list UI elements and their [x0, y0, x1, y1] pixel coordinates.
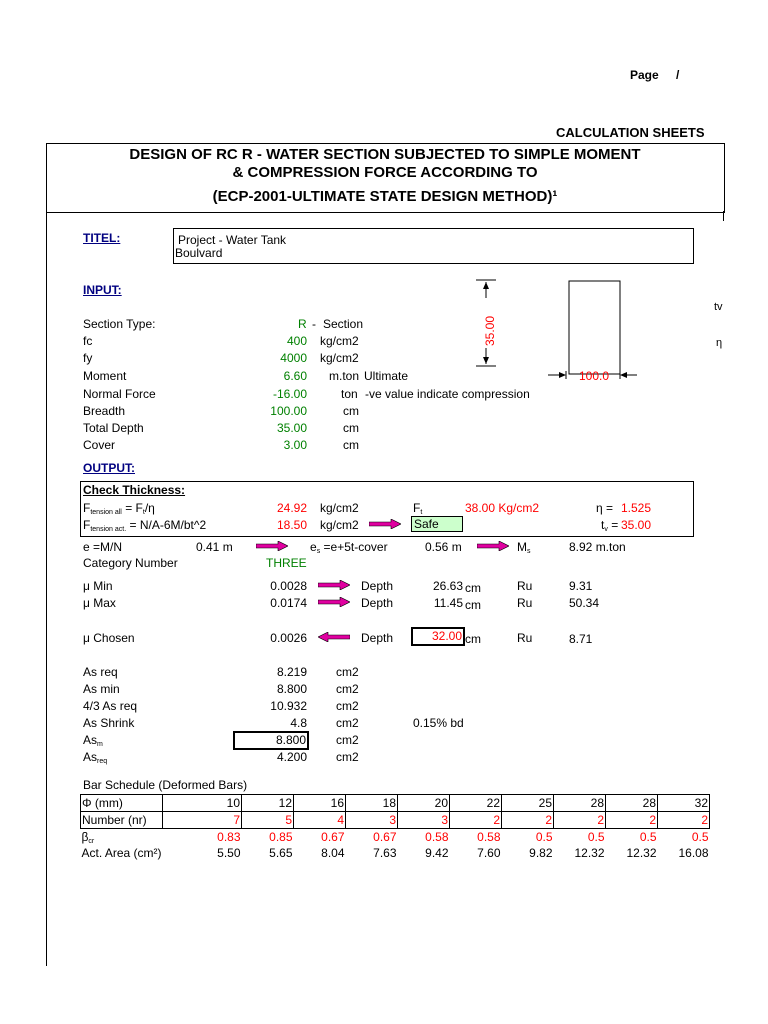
ms-value: 8.92 m.ton	[569, 540, 626, 554]
as-m-symbol: As	[83, 733, 98, 747]
phi-cell: 32	[658, 795, 710, 812]
e-label: e =M/N	[83, 540, 123, 554]
as-43-label: 4/3 As req	[83, 699, 138, 713]
f-tension-all-formula	[83, 501, 155, 516]
moment-unit: m.ton	[329, 369, 360, 383]
f-tension-all-sub: tension all	[90, 509, 122, 516]
mu-min-depth-value: 26.63	[432, 579, 463, 593]
beta-symbol: β	[81, 829, 89, 844]
f-tension-act-unit: kg/cm2	[320, 518, 359, 532]
as-min-unit: cm2	[336, 682, 359, 696]
fc-value[interactable]: 400	[286, 334, 307, 348]
side-label-eta: η	[716, 337, 723, 349]
as-req-label: As req	[83, 665, 118, 679]
number-cell: 2	[502, 812, 554, 829]
arrow-right-icon	[256, 541, 288, 551]
normal-force-note: -ve value indicate compression	[365, 387, 530, 401]
area-cell: 9.82	[529, 846, 553, 860]
normal-force-label: Normal Force	[83, 387, 156, 401]
bar-schedule-title: Bar Schedule (Deformed Bars)	[83, 778, 248, 792]
arrow-right-icon	[318, 580, 350, 590]
fy-label: fy	[83, 351, 93, 365]
as-min-label: As min	[83, 682, 120, 696]
table-row-beta	[81, 829, 710, 846]
tv-sub: v	[604, 526, 608, 533]
as-m-sub: m	[97, 741, 103, 748]
as-43-value: 10.932	[270, 699, 307, 713]
as-shrink-unit: cm2	[336, 716, 359, 730]
table-row-number	[81, 812, 710, 829]
moment-value[interactable]: 6.60	[283, 369, 307, 383]
width-dimension: 100.0	[579, 369, 610, 383]
beta-cell: 0.67	[321, 830, 345, 844]
tv-value: 35.00	[621, 518, 652, 532]
f-tension-all-eq-sub: t	[142, 509, 145, 516]
tv-symbol: t	[601, 518, 605, 532]
as-shrink-note: 0.15% bd	[413, 716, 464, 730]
f-tension-act-sub: tension act.	[90, 526, 127, 533]
area-cell: 7.63	[373, 846, 397, 860]
arrow-right-icon	[369, 519, 401, 529]
table-row-phi	[81, 795, 710, 812]
mu-chosen-depth-value[interactable]: 32.00	[411, 627, 465, 646]
number-cell: 3	[346, 812, 398, 829]
breadth-value[interactable]: 100.00	[270, 404, 307, 418]
phi-cell: 10	[163, 795, 242, 812]
as-req2-label	[83, 750, 107, 765]
number-cell: 2	[606, 812, 658, 829]
section-type-label: Section Type:	[83, 317, 156, 331]
ft-sub: t	[420, 509, 423, 516]
es-symbol: e	[310, 540, 317, 554]
area-cell: 16.08	[678, 846, 709, 860]
fy-value[interactable]: 4000	[280, 351, 307, 365]
area-cell: 9.42	[425, 846, 449, 860]
number-cell: 5	[242, 812, 294, 829]
row-label-phi: Φ (mm)	[81, 795, 163, 812]
phi-cell: 18	[346, 795, 398, 812]
phi-cell: 25	[502, 795, 554, 812]
left-border	[46, 211, 47, 966]
beta-cell: 0.58	[425, 830, 449, 844]
fy-unit: kg/cm2	[320, 351, 359, 365]
f-tension-all-value: 24.92	[276, 501, 307, 515]
moment-label: Moment	[83, 369, 127, 383]
as-req-unit: cm2	[336, 665, 359, 679]
category-value: THREE	[266, 556, 307, 570]
beta-cell: 0.5	[535, 830, 553, 844]
sheet-label: CALCULATION SHEETS	[556, 125, 705, 140]
as-min-value: 8.800	[276, 682, 307, 696]
titel-line2: Boulvard	[175, 246, 223, 260]
number-cell: 3	[398, 812, 450, 829]
es-eq: =e+5t-cover	[323, 540, 388, 554]
as-m-unit: cm2	[336, 733, 359, 747]
beta-cell: 0.58	[477, 830, 501, 844]
section-type-unit: Section	[323, 317, 364, 331]
check-thickness-label: Check Thickness:	[83, 483, 186, 497]
as-m-value[interactable]: 8.800	[233, 731, 309, 750]
beta-cell: 0.67	[373, 830, 397, 844]
right-border-stub	[723, 211, 724, 221]
phi-cell: 16	[294, 795, 346, 812]
mu-min-depth-unit: cm	[465, 581, 481, 595]
breadth-unit: cm	[343, 404, 359, 418]
area-cell: 5.65	[269, 846, 293, 860]
mu-max-depth-value: 11.45	[433, 596, 463, 610]
phi-cell: 12	[242, 795, 294, 812]
f-tension-act-formula	[83, 518, 206, 533]
section-type-dash: -	[312, 317, 316, 331]
as-shrink-label: As Shrink	[83, 716, 135, 730]
row-label-beta	[81, 829, 163, 846]
fc-label: fc	[83, 334, 93, 348]
tv-eq: =	[611, 518, 619, 532]
doc-title-line3: (ECP-2001-ULTIMATE STATE DESIGN METHOD)¹	[212, 188, 558, 205]
ms-label	[517, 540, 531, 555]
ft-symbol: F	[413, 501, 421, 515]
as-req2-unit: cm2	[336, 750, 359, 764]
table-row-area	[81, 845, 710, 861]
number-cell: 2	[450, 812, 502, 829]
cover-label: Cover	[83, 438, 116, 452]
as-m-label	[83, 733, 103, 748]
arrow-right-icon	[318, 597, 350, 607]
input-heading: INPUT:	[83, 283, 122, 297]
beta-cell: 0.85	[269, 830, 293, 844]
mu-min-ru-label: Ru	[517, 579, 533, 593]
phi-cell: 28	[606, 795, 658, 812]
total-depth-unit: cm	[343, 421, 359, 435]
arrow-left-icon	[318, 632, 350, 642]
eta-value: 1.525	[621, 501, 652, 515]
total-depth-value[interactable]: 35.00	[276, 421, 307, 435]
page-label: Page	[630, 68, 659, 82]
ms-symbol: M	[517, 540, 527, 554]
beta-sub: cr	[88, 837, 95, 845]
number-cell: 7	[163, 812, 242, 829]
eta-label: η =	[596, 501, 614, 515]
mu-chosen-value: 0.0026	[270, 631, 307, 645]
f-tension-act-eq: = N/A-6M/bt^2	[129, 518, 207, 532]
e-value: 0.41 m	[196, 540, 233, 554]
ms-sub: s	[527, 548, 531, 555]
titel-line1: Project - Water Tank	[178, 233, 287, 247]
mu-chosen-ru-value: 8.71	[569, 632, 593, 646]
as-shrink-value: 4.8	[290, 716, 307, 730]
mu-chosen-depth-unit: cm	[465, 632, 481, 646]
arrow-right-icon	[477, 541, 509, 551]
mu-chosen-depth-label: Depth	[361, 631, 394, 645]
f-tension-all-eq: = F	[125, 501, 143, 515]
area-cell: 12.32	[574, 846, 605, 860]
f-tension-all-symbol: F	[83, 501, 91, 515]
normal-force-value[interactable]: -16.00	[272, 387, 307, 401]
breadth-label: Breadth	[83, 404, 126, 418]
normal-force-unit: ton	[341, 387, 358, 401]
as-req2-value: 4.200	[276, 750, 307, 764]
bar-schedule-table	[80, 794, 710, 861]
beta-cell: 0.5	[587, 830, 605, 844]
f-tension-act-symbol: F	[83, 518, 91, 532]
beta-cell: 0.5	[691, 830, 709, 844]
area-cell: 5.50	[217, 846, 241, 860]
ft-label	[413, 501, 422, 516]
mu-max-ru-value: 50.34	[569, 596, 600, 610]
mu-min-value: 0.0028	[270, 579, 307, 593]
mu-max-depth-label: Depth	[361, 596, 394, 610]
f-tension-all-unit: kg/cm2	[320, 501, 359, 515]
mu-max-value: 0.0174	[270, 596, 307, 610]
beta-cell: 0.83	[217, 830, 241, 844]
output-heading: OUTPUT:	[83, 461, 135, 475]
as-43-unit: cm2	[336, 699, 359, 713]
row-label-number: Number (nr)	[81, 812, 163, 829]
number-cell: 2	[658, 812, 710, 829]
f-tension-all-eq-end: /η	[144, 501, 155, 515]
side-label-tv: tv	[714, 301, 723, 313]
total-depth-label: Total Depth	[83, 421, 144, 435]
es-label	[310, 540, 388, 555]
tv-label	[601, 518, 618, 533]
fc-unit: kg/cm2	[320, 334, 359, 348]
area-cell: 7.60	[477, 846, 501, 860]
cover-value[interactable]: 3.00	[283, 438, 307, 452]
beta-cell: 0.5	[639, 830, 657, 844]
mu-min-ru-value: 9.31	[569, 579, 593, 593]
phi-cell: 22	[450, 795, 502, 812]
safe-status-badge: Safe	[411, 516, 463, 532]
as-req-value: 8.219	[276, 665, 307, 679]
titel-box[interactable]	[173, 228, 694, 264]
doc-title-line2: & COMPRESSION FORCE ACCORDING TO	[232, 164, 538, 181]
mu-max-ru-label: Ru	[517, 596, 533, 610]
number-cell: 2	[554, 812, 606, 829]
mu-max-label: μ Max	[83, 596, 116, 610]
phi-cell: 20	[398, 795, 450, 812]
phi-cell: 28	[554, 795, 606, 812]
row-label-area: Act. Area (cm²)	[81, 846, 162, 860]
mu-min-depth-label: Depth	[361, 579, 394, 593]
section-type-value[interactable]: R	[298, 317, 307, 331]
area-cell: 12.32	[626, 846, 657, 860]
area-cell: 8.04	[321, 846, 345, 860]
mu-max-depth-unit: cm	[465, 598, 481, 612]
f-tension-act-value: 18.50	[276, 518, 307, 532]
number-cell: 4	[294, 812, 346, 829]
es-sub: s	[316, 548, 321, 555]
doc-title-line1: DESIGN OF RC R - WATER SECTION SUBJECTED TO SIMPLE MOMENT	[129, 146, 641, 163]
as-req2-sub: req	[97, 758, 108, 765]
category-label: Category Number	[83, 556, 178, 570]
moment-note: Ultimate	[364, 369, 409, 383]
as-req2-symbol: As	[83, 750, 98, 764]
titel-label: TITEL:	[83, 231, 121, 245]
mu-chosen-label: μ Chosen	[83, 631, 135, 645]
es-value: 0.56 m	[425, 540, 462, 554]
mu-chosen-ru-label: Ru	[517, 631, 533, 645]
ft-value: 38.00 Kg/cm2	[465, 501, 540, 515]
depth-dimension: 35.00	[483, 315, 498, 347]
cover-unit: cm	[343, 438, 359, 452]
mu-min-label: μ Min	[83, 579, 113, 593]
page-separator: /	[676, 68, 680, 82]
